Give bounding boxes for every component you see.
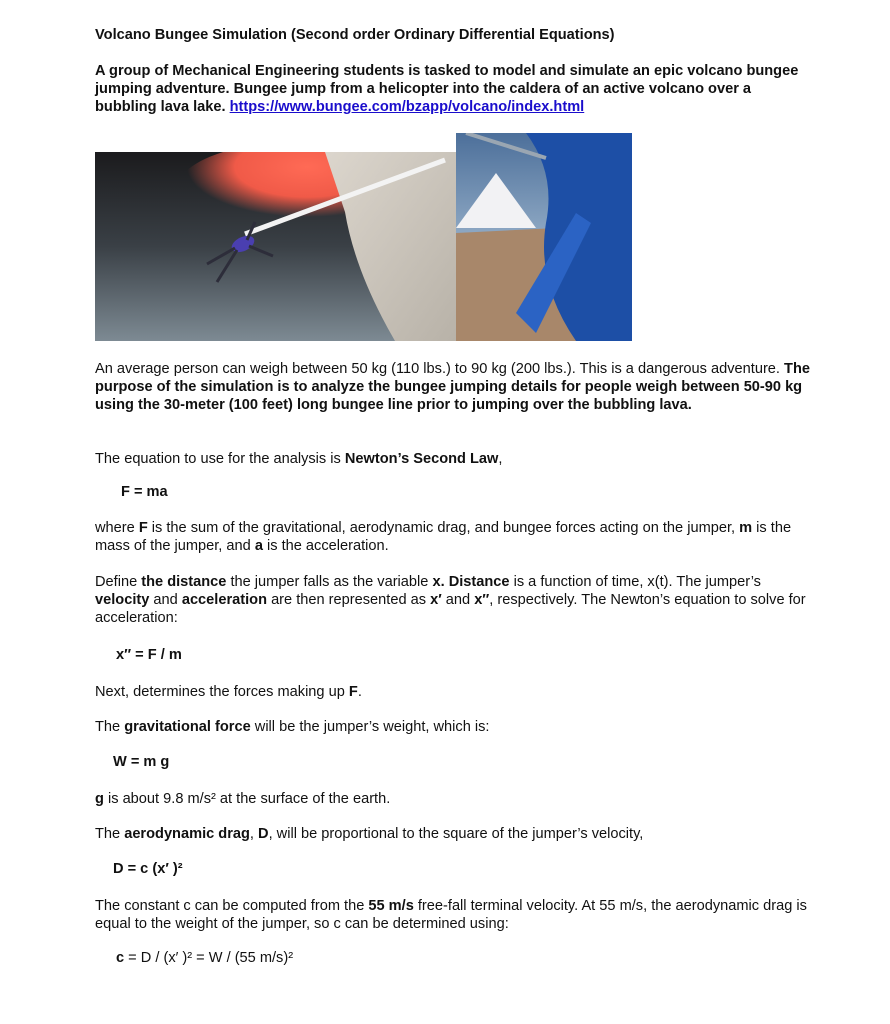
where-text-1: where [95, 520, 139, 536]
var-m: m [739, 520, 753, 536]
define-b7: x″ [474, 592, 490, 608]
where-text-3: is the mass of the jumper, and [95, 520, 792, 554]
var-g: g [95, 791, 104, 807]
const-t2: free-fall terminal velocity. At 55 m/s, the aerodynamic drag is equal to the weight of the jumper, so c can be determined using: [95, 898, 807, 932]
drag-t3: , will be proportional to the square of the jumper’s velocity, [268, 826, 644, 842]
define-t7: and [441, 592, 475, 608]
define-t8: , respectively. The Newton’s equation to solve for acceleration: [95, 592, 806, 626]
define-b4: velocity [95, 592, 150, 608]
intro-text: A group of Mechanical Engineering students is tasked to model and simulate an epic volcano bungee jumping adventure. Bungee jump from a helicopter into the caldera of an active volcano over a bubbling lava lake. [95, 63, 799, 115]
equation-fma: F = ma [121, 484, 168, 500]
next-end: . [357, 684, 362, 700]
var-a: a [254, 538, 263, 554]
define-b1: the distance [141, 574, 227, 590]
drag-b2: D [258, 826, 269, 842]
equation-intro [95, 450, 815, 468]
helicopter-photo [456, 133, 632, 341]
intro-paragraph [95, 62, 815, 116]
equation-intro-text: The equation to use for the analysis is [95, 451, 345, 467]
equation-drag: D = c (x′ )² [113, 861, 183, 877]
bungee-jump-photo [95, 152, 456, 341]
volcano-bungee-link[interactable]: https://www.bungee.com/bzapp/volcano/index.html [229, 99, 585, 115]
weight-text: An average person can weigh between 50 kg (110 lbs.) to 90 kg (200 lbs.). This is a dangerous adventure. [95, 361, 785, 377]
define-b3: Distance [448, 574, 510, 590]
where-paragraph [95, 519, 815, 555]
equation-c-rest: = D / (x′ )² = W / (55 m/s)² [124, 950, 294, 966]
define-b6: x′ [430, 592, 442, 608]
next-paragraph [95, 683, 815, 701]
const-b1: 55 m/s [368, 898, 414, 914]
define-b5: acceleration [181, 592, 268, 608]
equation-intro-comma: , [498, 451, 503, 467]
drag-b1: aerodynamic drag [124, 826, 250, 842]
next-F: F [348, 684, 358, 700]
where-text-2: is the sum of the gravitational, aerodynamic drag, and bungee forces acting on the jumper, [147, 520, 740, 536]
document-title: Volcano Bungee Simulation (Second order Ordinary Differential Equations) [95, 27, 615, 43]
equation-weight: W = m g [113, 754, 170, 770]
equation-c [116, 950, 293, 966]
drag-t1: The [95, 826, 125, 842]
define-t5: and [149, 592, 182, 608]
g-paragraph [95, 790, 815, 808]
newtons-law-label: Newton’s Second Law [344, 451, 499, 467]
gravity-paragraph [95, 718, 815, 736]
where-text-4: is the acceleration. [262, 538, 389, 554]
equation-acceleration: x″ = F / m [116, 647, 182, 663]
purpose-text: The purpose of the simulation is to analyze the bungee jumping details for people weigh between 50-90 kg using the 30-meter (100 feet) long bungee line prior to jumping over the bubbling lava. [95, 361, 810, 413]
constant-paragraph [95, 897, 815, 933]
define-t4: is a function of time, x(t). The jumper’s [509, 574, 761, 590]
grav-b1: gravitational force [124, 719, 251, 735]
define-t1: Define [95, 574, 142, 590]
define-t2: the jumper falls as the variable [226, 574, 433, 590]
define-t6: are then represented as [267, 592, 431, 608]
grav-t2: will be the jumper’s weight, which is: [250, 719, 490, 735]
next-text: Next, determines the forces making up [95, 684, 349, 700]
define-b2: x. [432, 574, 445, 590]
equation-c-var: c [116, 950, 125, 966]
grav-t1: The [95, 719, 125, 735]
define-paragraph [95, 573, 815, 627]
weight-paragraph [95, 360, 815, 414]
drag-t2: , [249, 826, 259, 842]
var-F: F [138, 520, 148, 536]
const-t1: The constant c can be computed from the [95, 898, 369, 914]
g-text: is about 9.8 m/s² at the surface of the earth. [103, 791, 391, 807]
drag-paragraph [95, 825, 815, 843]
